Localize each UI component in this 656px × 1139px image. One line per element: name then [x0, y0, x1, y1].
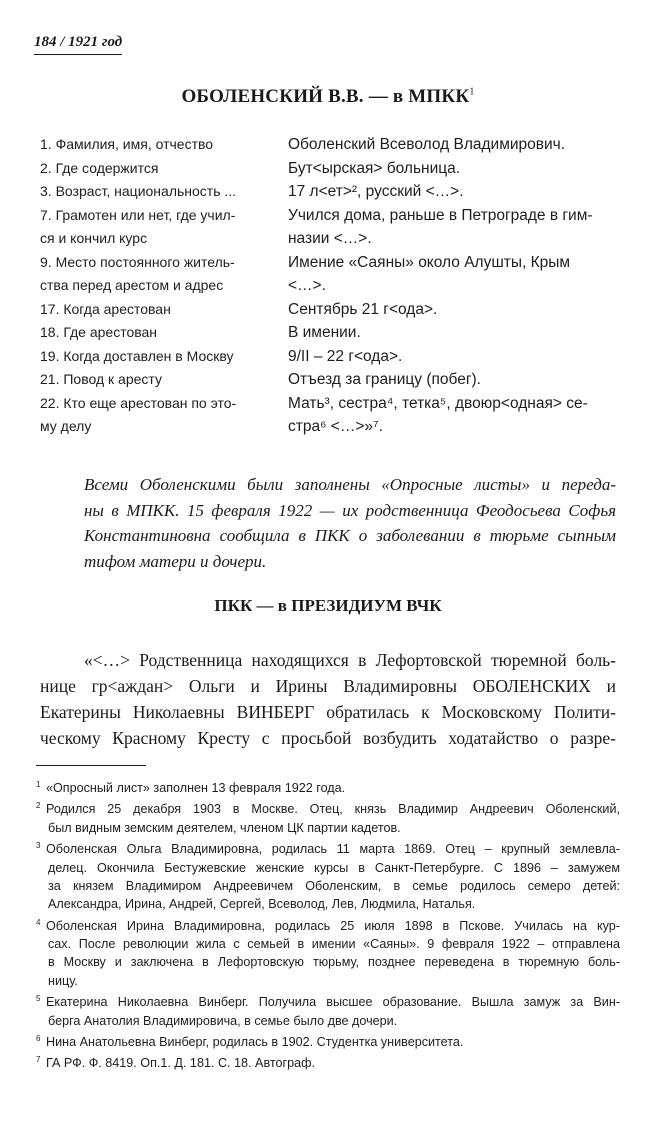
question-line: ства перед арестом и адрес [40, 277, 224, 293]
footnote-line: сах. После революции жила с семьей в имении «Саяны». 9 февраля 1922 – отправлена [48, 937, 620, 952]
question-label [40, 251, 268, 298]
answer-line: стра⁶ <…>»⁷. [288, 418, 383, 435]
question-label [40, 368, 268, 392]
section-title: ПКК — в ПРЕЗИДИУМ ВЧК [214, 596, 442, 615]
question-line: 18. Где арестован [40, 324, 158, 340]
question-label [40, 345, 268, 369]
question-line: 21. Повод к аресту [40, 371, 162, 387]
body-text-line: «<…> Родственница находящихся в Лефортовской тюремной боль- [84, 650, 616, 670]
questionnaire-row [40, 321, 622, 345]
answer-text [288, 251, 622, 298]
answer-line: Оболенский Всеволод Владимирович. [288, 136, 566, 153]
editorial-note-line: Всеми Оболенскими были заполнены «Опросные листы» и переда- [84, 475, 616, 494]
footnote-line [36, 990, 620, 1011]
question-line: 19. Когда доставлен в Москву [40, 347, 234, 364]
footnote-line [36, 1051, 620, 1072]
question-label [40, 298, 268, 322]
answer-line: Сентябрь 21 г<ода>. [288, 300, 438, 318]
answer-text [288, 368, 622, 392]
running-head: 184 / 1921 год [34, 34, 122, 55]
footnote [36, 1030, 620, 1051]
footnote [36, 990, 620, 1030]
questionnaire-row [40, 368, 622, 392]
footnote-mark: 5 [36, 994, 41, 1004]
footnote-line: Александра, Ирина, Андрей, Сергей, Всеволод, Лев, Людмила, Наталья. [48, 897, 476, 912]
footnote-text: Оболенская Ольга Владимировна, родилась 11 марта 1869. Отец – крупный землевла- [46, 842, 620, 857]
answer-text [288, 157, 622, 181]
question-label [40, 157, 268, 181]
footnote-ref: 1 [469, 86, 475, 98]
answer-text [288, 392, 622, 439]
footnote-mark: 7 [36, 1055, 41, 1065]
answer-line: Имение «Саяны» около Алушты, Крым [288, 253, 571, 271]
footnote-text: ГА РФ. Ф. 8419. Оп.1. Д. 181. С. 18. Автограф. [46, 1056, 315, 1071]
question-label [40, 321, 268, 345]
editorial-note [40, 472, 616, 574]
answer-text [288, 180, 622, 204]
footnote-line: был видным земским деятелем, членом ЦК партии кадетов. [48, 820, 401, 835]
footnote-mark: 6 [36, 1033, 41, 1043]
answer-text [288, 133, 622, 157]
answer-line: 17 л<ет>², русский <…>. [288, 183, 464, 200]
footnote [36, 837, 620, 913]
question-line: 7. Грамотен или нет, где учил- [40, 206, 236, 223]
footnote-rule [36, 765, 146, 766]
answer-line: Учился дома, раньше в Петрограде в гим- [288, 206, 593, 224]
question-line: му делу [40, 418, 92, 434]
footnote [36, 776, 620, 797]
questionnaire-row [40, 392, 622, 439]
question-line: 9. Место постоянного житель- [40, 253, 235, 270]
questionnaire-row [40, 133, 622, 157]
questionnaire-row [40, 157, 622, 181]
footnote-text: Нина Анатольевна Винберг, родилась в 1902. Студентка университета. [46, 1034, 464, 1049]
answer-line: В имении. [288, 324, 361, 341]
footnote-line: ницу. [48, 973, 78, 988]
answer-line: назии <…>. [288, 230, 372, 247]
questionnaire-table [40, 133, 622, 439]
question-line: 1. Фамилия, имя, отчество [40, 136, 214, 152]
footnote-mark: 2 [36, 801, 41, 811]
footnote-line [36, 837, 620, 858]
question-label [40, 392, 268, 439]
document-title-text: ОБОЛЕНСКИЙ В.В. — в МПКК [181, 86, 470, 107]
question-line: 3. Возраст, национальность ... [40, 183, 237, 199]
question-line: 2. Где содержится [40, 159, 159, 176]
question-line: 22. Кто еще арестован по это- [40, 394, 237, 411]
question-line: 17. Когда арестован [40, 300, 171, 317]
questionnaire-row [40, 345, 622, 369]
questionnaire-row [40, 204, 622, 251]
body-text-line: нице гр<аждан> Ольги и Ирины Владимировны ОБОЛЕНСКИХ и [40, 676, 616, 696]
footnote-mark: 3 [36, 841, 41, 851]
answer-text [288, 298, 622, 322]
footnote-line [36, 914, 620, 935]
question-label [40, 180, 268, 204]
body-text [40, 647, 616, 751]
editorial-note-line: Константиновна сообщила в ПКК о заболевании в тюрьме сыпным [84, 526, 616, 545]
footnote-line: берга Анатолия Владимировича, в семье было две дочери. [48, 1013, 398, 1028]
answer-text [288, 345, 622, 369]
footnote-text: «Опросный лист» заполнен 13 февраля 1922 года. [46, 781, 346, 796]
questionnaire-row [40, 298, 622, 322]
footnote-line: за князем Владимиром Андреевичем Оболенским, в семье родилось семеро детей: [48, 879, 620, 894]
body-text-line: Екатерины Николаевны ВИНБЕРГ обратилась к Московскому Полити- [40, 702, 616, 722]
footnote [36, 1051, 620, 1072]
answer-text [288, 204, 622, 251]
document-title [0, 86, 656, 108]
footnote-text: Екатерина Николаевна Винберг. Получила высшее образование. Вышла замуж за Вин- [46, 995, 620, 1010]
question-label [40, 204, 268, 251]
footnote-mark: 1 [36, 780, 41, 789]
footnote [36, 797, 620, 837]
footnote-line [36, 776, 620, 797]
questionnaire-row [40, 180, 622, 204]
answer-line: Бут<ырская> больница. [288, 159, 461, 177]
questionnaire-row [40, 251, 622, 298]
answer-line: <…>. [288, 277, 326, 294]
body-text-line: ческому Красному Кресту с просьбой возбудить ходатайство о разре- [40, 728, 616, 748]
footnote-line: в Москву и заключена в Лефортовскую тюрьму, позднее переведена в тюремную боль- [48, 955, 620, 970]
answer-line: Отъезд за границу (побег). [288, 371, 481, 388]
footnotes [36, 776, 620, 1073]
answer-line: Мать³, сестра⁴, тетка⁵, двоюр<одная> се- [288, 394, 588, 412]
question-label [40, 133, 268, 157]
editorial-note-line: ны в МПКК. 15 февраля 1922 — их родственница Феодосьева Софья [84, 500, 616, 520]
footnote-line: делец. Окончила Бестужевские женские курсы в Санкт-Петербурге. С 1896 – замужем [48, 860, 620, 875]
footnote-mark: 4 [36, 917, 41, 927]
footnote [36, 914, 620, 990]
editorial-note-line: тифом матери и дочери. [84, 551, 267, 571]
footnote-line [36, 797, 620, 818]
question-line: ся и кончил курс [40, 230, 148, 246]
answer-text [288, 321, 622, 345]
footnote-text: Оболенская Ирина Владимировна, родилась 25 июля 1898 в Пскове. Училась на кур- [46, 918, 620, 933]
footnote-line [36, 1030, 620, 1051]
footnote-text: Родился 25 декабря 1903 в Москве. Отец, князь Владимир Андреевич Оболенский, [46, 802, 620, 817]
answer-line: 9/II – 22 г<ода>. [288, 347, 403, 365]
